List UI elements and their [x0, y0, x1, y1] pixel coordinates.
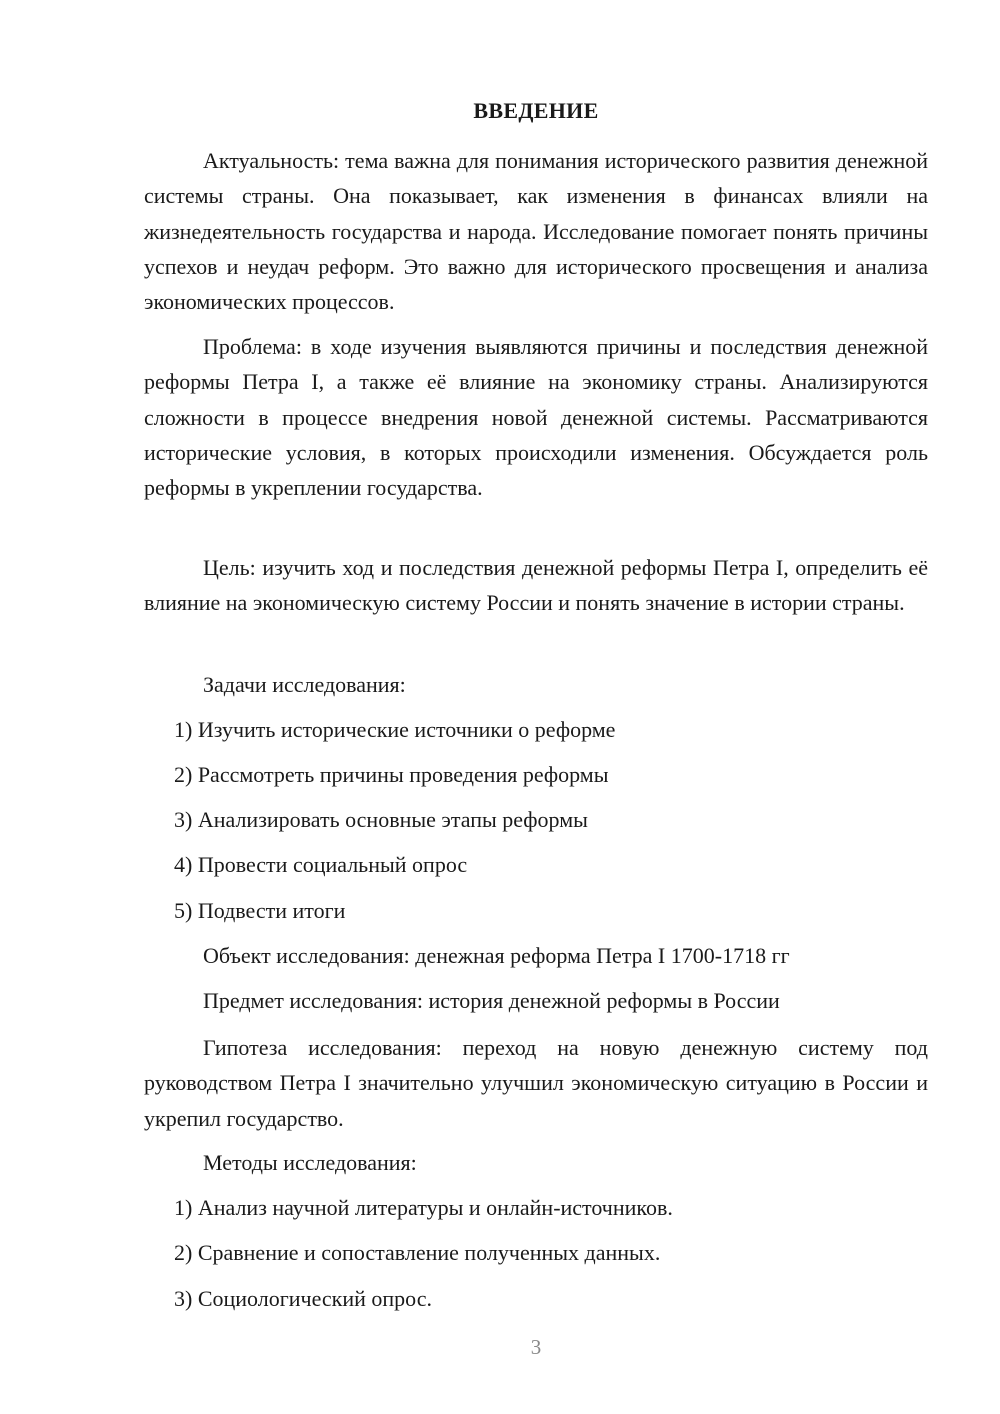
- method-item: 3) Социологический опрос.: [174, 1286, 432, 1311]
- method-item: 1) Анализ научной литературы и онлайн-источников.: [174, 1195, 673, 1220]
- methods-title: Методы исследования:: [203, 1150, 417, 1175]
- task-item: 4) Провести социальный опрос: [174, 852, 468, 877]
- research-subject: Предмет исследования: история денежной реформы в России: [203, 988, 780, 1013]
- page-number: 3: [530, 1335, 542, 1359]
- problem-paragraph: Проблема: в ходе изучения выявляются причины и последствия денежной реформы Петра I, а также её влияние на экономику страны. Анализируются сложности в процессе внедрения новой денежной системы. Рассматриваются исторические условия, в которых происходили изменения. Обсуждается роль реформы в укреплении государства.: [144, 334, 928, 501]
- relevance-paragraph: Актуальность: тема важна для понимания исторического развития денежной системы страны. Она показывает, как изменения в финансах влияли на жизнедеятельность государства и народа. Исследование помогает понять причины успехов и неудач реформ. Это важно для исторического просвещения и анализа экономических процессов.: [144, 148, 928, 315]
- task-item: 3) Анализировать основные этапы реформы: [174, 807, 588, 832]
- task-item: 2) Рассмотреть причины проведения реформы: [174, 762, 609, 787]
- task-item: 1) Изучить исторические источники о реформе: [174, 717, 616, 742]
- tasks-title: Задачи исследования:: [203, 672, 406, 697]
- method-item: 2) Сравнение и сопоставление полученных данных.: [174, 1240, 661, 1265]
- hypothesis-paragraph: Гипотеза исследования: переход на новую денежную систему под руководством Петра I значительно улучшил экономическую ситуацию в России и укрепил государство.: [144, 1035, 928, 1131]
- document-page: [144, 0, 928, 1414]
- goal-paragraph: Цель: изучить ход и последствия денежной реформы Петра I, определить её влияние на экономическую систему России и понять значение в истории страны.: [144, 555, 928, 616]
- task-item: 5) Подвести итоги: [174, 898, 346, 923]
- research-object: Объект исследования: денежная реформа Петра I 1700-1718 гг: [203, 943, 790, 968]
- section-heading: ВВЕДЕНИЕ: [473, 98, 599, 123]
